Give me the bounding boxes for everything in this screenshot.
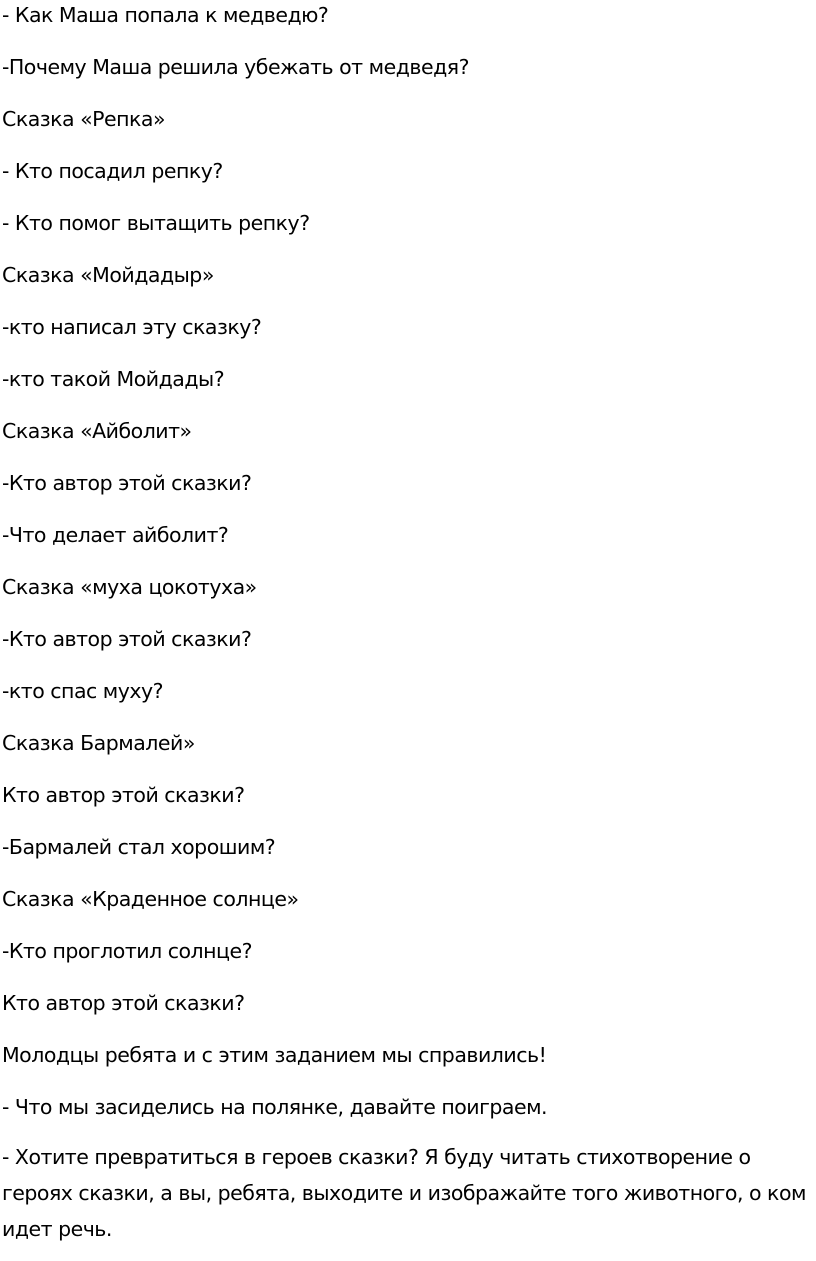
section-heading: Сказка «Краденное солнце» [2, 887, 299, 911]
section-heading: Сказка «Мойдадыр» [2, 263, 214, 287]
section-heading: Сказка «муха цокотуха» [2, 575, 257, 599]
text-line: -Бармалей стал хорошим? [2, 835, 276, 859]
text-line: -кто такой Мойдады? [2, 367, 225, 391]
text-line: -Кто проглотил солнце? [2, 939, 252, 963]
section-heading: Сказка «Репка» [2, 107, 166, 131]
text-line: -кто спас муху? [2, 679, 164, 703]
text-line: -Почему Маша решила убежать от медведя? [2, 55, 469, 79]
text-line: -Кто автор этой сказки? [2, 627, 252, 651]
section-heading: Сказка «Айболит» [2, 419, 192, 443]
text-line: - Кто посадил репку? [2, 159, 223, 183]
text-line: - Что мы засиделись на полянке, давайте поиграем. [2, 1095, 548, 1119]
text-line: Кто автор этой сказки? [2, 991, 245, 1015]
text-line: Молодцы ребята и с этим заданием мы справились! [2, 1043, 547, 1067]
text-line: - Кто помог вытащить репку? [2, 211, 310, 235]
text-line: -кто написал эту сказку? [2, 315, 262, 339]
text-line: -Что делает айболит? [2, 523, 229, 547]
section-heading: Сказка Бармалей» [2, 731, 195, 755]
text-line: -Кто автор этой сказки? [2, 471, 252, 495]
text-line: Кто автор этой сказки? [2, 783, 245, 807]
final-paragraph: - Хотите превратиться в героев сказки? Я буду читать стихотворение о героях сказки, а вы, ребята, выходите и изображайте того животного, о ком идет речь. [2, 1145, 806, 1241]
text-line: - Как Маша попала к медведю? [2, 3, 329, 27]
